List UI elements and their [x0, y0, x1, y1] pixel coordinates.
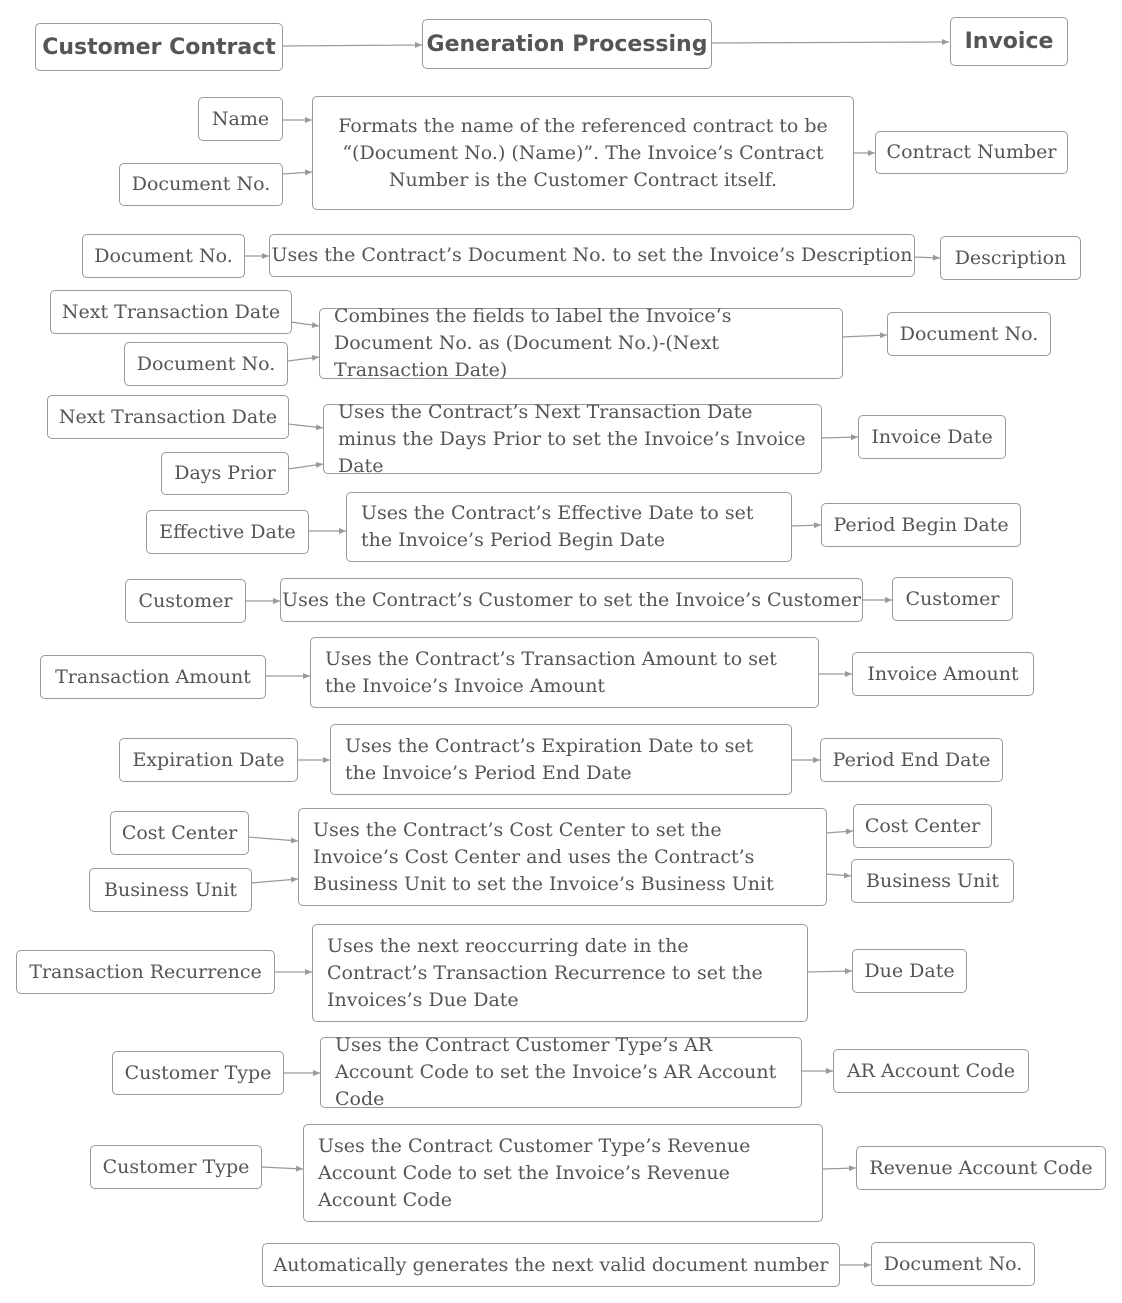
arrow-header-2	[711, 42, 949, 43]
output-business-unit: Business Unit	[851, 859, 1014, 903]
output-invoice-date: Invoice Date	[858, 415, 1006, 459]
input-document-no: Document No.	[119, 163, 283, 206]
arrow	[288, 464, 323, 469]
arrow	[251, 879, 298, 883]
input-customer-type: Customer Type	[112, 1051, 284, 1095]
arrow	[822, 1168, 856, 1169]
output-period-begin-date: Period Begin Date	[821, 503, 1021, 547]
output-cost-center: Cost Center	[853, 804, 992, 848]
output-document-no: Document No.	[887, 312, 1051, 356]
arrow	[288, 424, 323, 428]
process-format-contract-name: Formats the name of the referenced contract to be “(Document No.) (Name)”. The Invoice’s Contract Number is the Customer Contract itself.	[312, 96, 854, 210]
input-customer: Customer	[125, 579, 246, 623]
input-effective-date: Effective Date	[146, 510, 309, 554]
process-cost-center-business-unit: Uses the Contract’s Cost Center to set the Invoice’s Cost Center and uses the Contract’s Business Unit to set the Invoice’s Business Unit	[298, 808, 827, 906]
input-next-transaction-date: Next Transaction Date	[47, 395, 289, 439]
arrow	[248, 837, 298, 841]
header-generation-processing: Generation Processing	[422, 19, 712, 69]
arrow	[807, 971, 852, 972]
output-description: Description	[940, 236, 1081, 280]
process-invoice-amount: Uses the Contract’s Transaction Amount to set the Invoice’s Invoice Amount	[310, 637, 819, 708]
header-customer-contract: Customer Contract	[35, 23, 283, 71]
process-invoice-date: Uses the Contract’s Next Transaction Date minus the Days Prior to set the Invoice’s Invoice Date	[323, 404, 822, 474]
input-document-no: Document No.	[82, 234, 245, 278]
input-name: Name	[198, 97, 283, 141]
process-ar-account-code: Uses the Contract Customer Type’s AR Account Code to set the Invoice’s AR Account Code	[320, 1037, 802, 1108]
input-business-unit: Business Unit	[89, 868, 252, 912]
output-revenue-account-code: Revenue Account Code	[856, 1146, 1106, 1190]
input-transaction-amount: Transaction Amount	[40, 655, 266, 699]
arrow	[791, 525, 821, 526]
arrow	[826, 874, 851, 876]
input-document-no: Document No.	[124, 342, 288, 386]
input-expiration-date: Expiration Date	[119, 738, 298, 782]
arrow	[826, 831, 853, 833]
input-next-transaction-date: Next Transaction Date	[50, 290, 292, 334]
input-customer-type: Customer Type	[90, 1145, 262, 1189]
output-period-end-date: Period End Date	[820, 738, 1003, 782]
arrow	[914, 257, 940, 258]
input-days-prior: Days Prior	[161, 452, 289, 495]
arrow	[821, 437, 858, 438]
input-cost-center: Cost Center	[110, 811, 249, 855]
process-customer: Uses the Contract’s Customer to set the Invoice’s Customer	[280, 578, 863, 622]
output-ar-account-code: AR Account Code	[833, 1049, 1029, 1093]
process-revenue-account-code: Uses the Contract Customer Type’s Revenue Account Code to set the Invoice’s Revenue Account Code	[303, 1124, 823, 1222]
arrow	[288, 357, 319, 361]
arrow	[283, 172, 312, 174]
process-period-begin-date: Uses the Contract’s Effective Date to set the Invoice’s Period Begin Date	[346, 492, 792, 562]
process-combine-document-no: Combines the fields to label the Invoice‘s Document No. as (Document No.)-(Next Transaction Date)	[319, 308, 843, 379]
process-due-date: Uses the next reoccurring date in the Contract’s Transaction Recurrence to set the Invoices’s Due Date	[312, 924, 808, 1022]
input-transaction-recurrence: Transaction Recurrence	[16, 950, 275, 994]
output-due-date: Due Date	[852, 949, 967, 993]
output-customer: Customer	[892, 577, 1013, 621]
arrow	[291, 322, 319, 326]
output-invoice-amount: Invoice Amount	[852, 652, 1034, 696]
arrow-header-1	[282, 45, 422, 46]
header-invoice: Invoice	[950, 17, 1068, 66]
process-period-end-date: Uses the Contract’s Expiration Date to set the Invoice’s Period End Date	[330, 724, 792, 795]
output-contract-number: Contract Number	[875, 131, 1068, 174]
arrow	[261, 1167, 303, 1169]
output-document-no: Document No.	[871, 1242, 1035, 1286]
process-description: Uses the Contract’s Document No. to set the Invoice’s Description	[269, 234, 915, 277]
arrow	[842, 335, 887, 337]
process-generate-document-number: Automatically generates the next valid document number	[262, 1243, 840, 1287]
